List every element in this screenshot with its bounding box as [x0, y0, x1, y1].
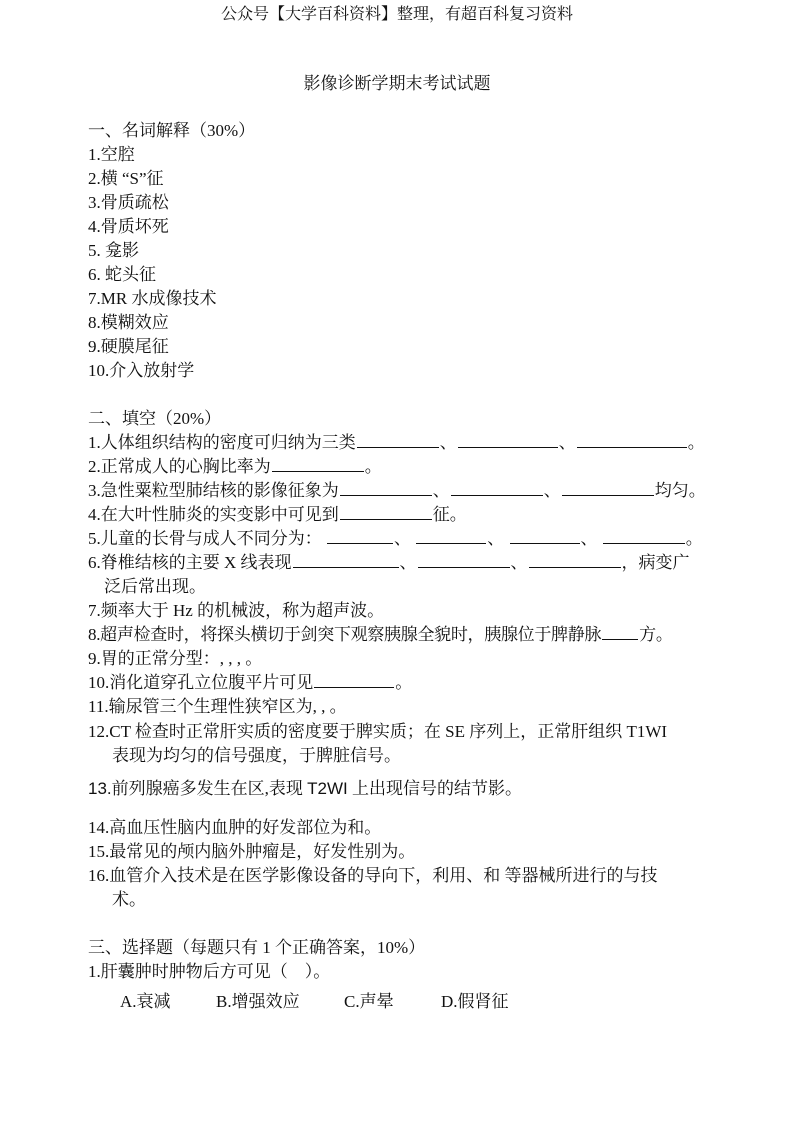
answer-blank[interactable]	[340, 480, 432, 496]
page-header-watermark: 公众号【大学百科资料】整理，有超百科复习资料	[220, 6, 573, 23]
choice-option-d[interactable]: D.假肾征	[441, 992, 509, 1011]
fill-question-13: 13.前列腺癌多发生在区,表现 T2WI 上出现信号的结节影。	[88, 779, 522, 798]
answer-blank[interactable]	[529, 552, 621, 568]
fill-question-16: 16.血管介入技术是在医学影像设备的导向下，利用、和 等器械所进行的与技	[88, 866, 658, 885]
answer-blank[interactable]	[602, 624, 638, 640]
choice-option-b[interactable]: B.增强效应	[216, 992, 300, 1011]
section2-heading: 二、填空（20%）	[88, 409, 222, 428]
answer-blank[interactable]	[272, 456, 364, 472]
term-item: 8.模糊效应	[88, 313, 169, 332]
fill-question-15: 15.最常见的颅内脑外肿瘤是，好发性别为。	[88, 842, 416, 861]
answer-blank[interactable]	[418, 552, 510, 568]
fill-question-10: 10.消化道穿孔立位腹平片可见 。	[88, 673, 413, 692]
term-item: 4.骨质坏死	[88, 217, 169, 236]
term-item: 6. 蛇头征	[88, 265, 156, 284]
fill-question-9: 9.胃的正常分型：, , , 。	[88, 649, 263, 668]
answer-blank[interactable]	[577, 432, 687, 448]
fill-question-11: 11.输尿管三个生理性狭窄区为, , 。	[88, 697, 347, 716]
answer-blank[interactable]	[510, 528, 580, 544]
fill-question-6: 6.脊椎结核的主要 X 线表现 、 、 ，病变广	[88, 553, 690, 572]
term-item: 2.横 “S”征	[88, 169, 164, 188]
fill-question-14: 14.高血压性脑内血肿的好发部位为和。	[88, 818, 382, 837]
fill-question-12-continued: 表现为均匀的信号强度，于脾脏信号。	[112, 746, 401, 765]
choice-option-c[interactable]: C.声晕	[344, 992, 394, 1011]
answer-blank[interactable]	[327, 528, 393, 544]
term-item: 5. 龛影	[88, 241, 139, 260]
term-item: 9.硬膜尾征	[88, 337, 169, 356]
fill-question-16-continued: 术。	[112, 890, 146, 909]
page-title: 影像诊断学期末考试试题	[303, 74, 491, 93]
fill-question-12: 12.CT 检查时正常肝实质的密度要于脾实质；在 SE 序列上，正常肝组织 T1WI	[88, 722, 668, 741]
fill-question-7: 7.频率大于 Hz 的机械波，称为超声波。	[88, 601, 385, 620]
choice-question-1: 1.肝囊肿时肿物后方可见（ ）。	[88, 962, 331, 981]
term-item: 1.空腔	[88, 145, 135, 164]
answer-blank[interactable]	[458, 432, 558, 448]
fill-question-2: 2.正常成人的心胸比率为 。	[88, 457, 382, 476]
answer-blank[interactable]	[293, 552, 399, 568]
answer-blank[interactable]	[451, 480, 543, 496]
answer-blank[interactable]	[357, 432, 439, 448]
answer-blank[interactable]	[314, 672, 394, 688]
answer-blank[interactable]	[340, 504, 432, 520]
fill-question-6-continued: 泛后常出现。	[104, 577, 206, 596]
answer-blank[interactable]	[603, 528, 685, 544]
term-item: 3.骨质疏松	[88, 193, 169, 212]
fill-question-3: 3.急性粟粒型肺结核的影像征象为 、 、 均匀。	[88, 481, 706, 500]
fill-question-5: 5.儿童的长骨与成人不同分为： 、 、 、 。	[88, 529, 703, 548]
section3-heading: 三、选择题（每题只有 1 个正确答案，10%）	[88, 938, 426, 957]
answer-blank[interactable]	[562, 480, 654, 496]
fill-question-8: 8.超声检查时，将探头横切于剑突下观察胰腺全貌时，胰腺位于脾静脉 方。	[88, 625, 673, 644]
fill-question-1: 1.人体组织结构的密度可归纳为三类 、 、 。	[88, 433, 705, 452]
term-item: 10.介入放射学	[88, 361, 195, 380]
term-item: 7.MR 水成像技术	[88, 289, 217, 308]
fill-question-4: 4.在大叶性肺炎的实变影中可见到 征。	[88, 505, 467, 524]
choice-option-a[interactable]: A.衰减	[120, 992, 171, 1011]
section1-heading: 一、名词解释（30%）	[88, 121, 256, 140]
answer-blank[interactable]	[416, 528, 486, 544]
